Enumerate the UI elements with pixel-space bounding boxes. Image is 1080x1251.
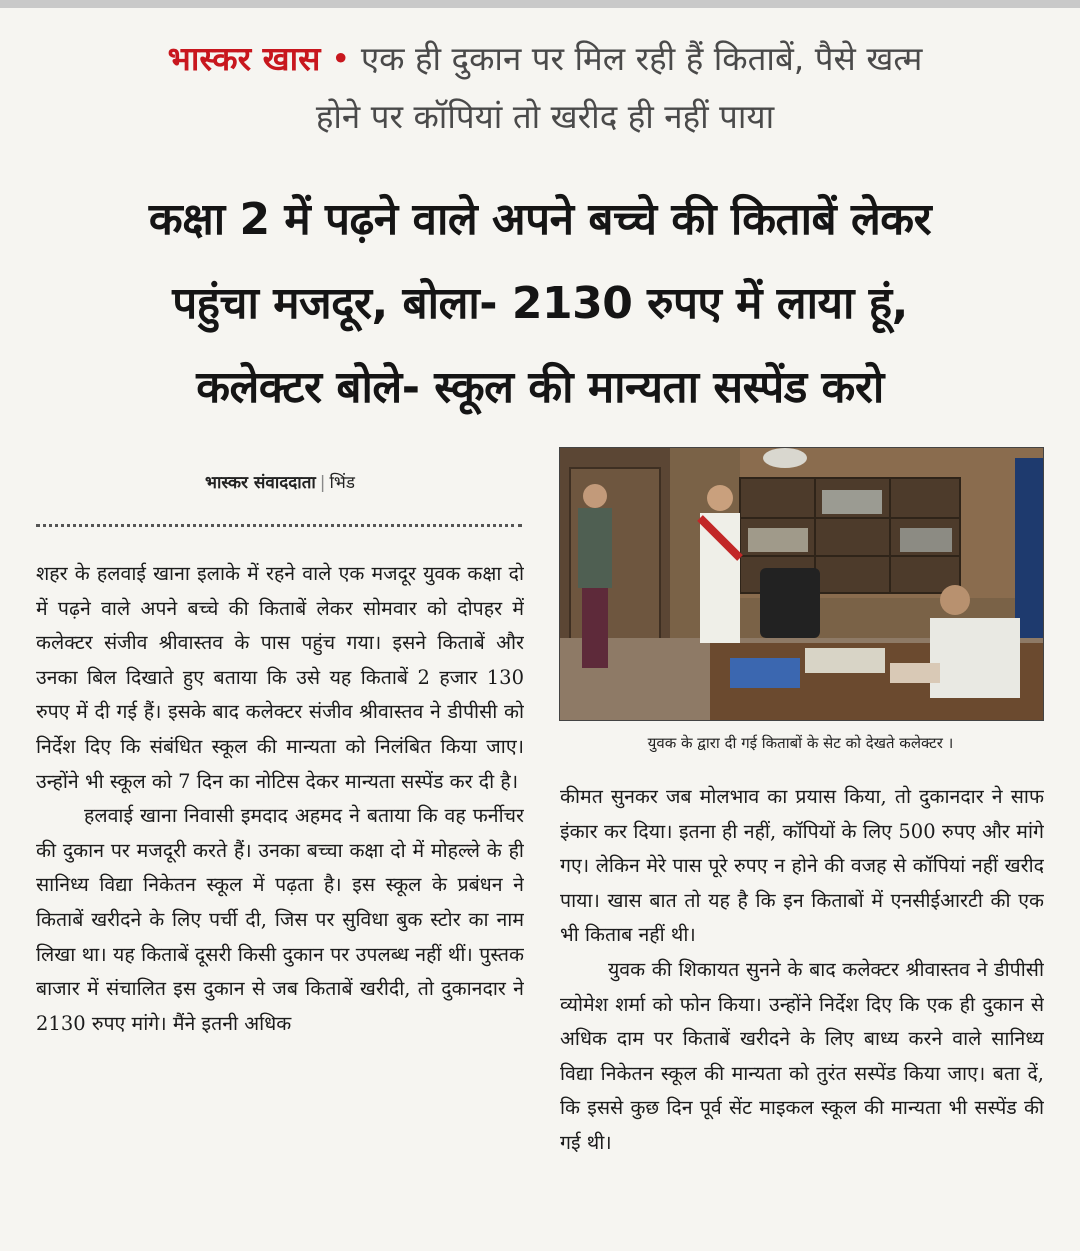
photo-caption: युवक के द्वारा दी गई किताबों के सेट को देखते कलेक्टर ।	[647, 734, 954, 752]
article-paragraph: युवक की शिकायत सुनने के बाद कलेक्टर श्रीवास्तव ने डीपीसी व्योमेश शर्मा को फोन किया। उन्होंने निर्देश दिए कि एक ही दुकान से अधिक दाम पर किताबें खरीदने के लिए बाध्य करने वाले सानिध्य विद्या निकेतन स्कूल की मान्यता को तुरंत सस्पेंड किया जाए। बता दें, कि इससे कुछ दिन पूर्व सेंट माइकल स्कूल की मान्यता भी सस्पेंड की गई थी।	[560, 957, 1044, 1154]
byline	[40, 470, 520, 493]
news-photo	[559, 447, 1044, 721]
headline-line-1: कक्षा 2 में पढ़ने वाले अपने बच्चे की किताबें लेकर	[148, 194, 932, 245]
reporter-name: भास्कर संवाददाता	[205, 473, 316, 493]
office-scene-illustration	[560, 448, 1043, 720]
kicker-text-1: एक ही दुकान पर मिल रही हैं किताबें, पैसे खत्म	[360, 39, 923, 78]
kicker-deck	[30, 30, 1060, 146]
dotted-rule	[36, 524, 522, 527]
headline-line-2: पहुंचा मजदूर, बोला- 2130 रुपए में लाया हूं,	[172, 278, 908, 329]
article-paragraph: कीमत सुनकर जब मोलभाव का प्रयास किया, तो दुकानदार ने साफ इंकार कर दिया। इतना ही नहीं, कॉपियों के लिए 500 रुपए और मांगे गए। लेकिन मेरे पास पूरे रुपए न होने की वजह से कॉपियां नहीं खरीद पाया। खास बात तो यह है कि इन किताबों में एनसीईआरटी की एक भी किताब नहीं थी।	[560, 785, 1044, 947]
section-brand-label: भास्कर खास	[167, 39, 321, 78]
article-paragraph: हलवाई खाना निवासी इमदाद अहमद ने बताया कि वह फर्नीचर की दुकान पर मजदूरी करते हैं। उनका बच्चा कक्षा दो में मोहल्ले के ही सानिध्य विद्या निकेतन स्कूल में पढ़ता है। इस स्कूल के प्रबंधन ने किताबें खरीदने के लिए पर्ची दी, जिस पर सुविधा बुक स्टोर का नाम लिखा था। यह किताबें दूसरी किसी दुकान पर उपलब्ध नहीं थीं। पुस्तक बाजार में संचालित इस दुकान से जब किताबें खरीदी, तो दुकानदार ने 2130 रुपए मांगे। मैंने इतनी अधिक	[36, 804, 524, 1035]
bullet-separator: •	[330, 39, 351, 78]
headline-line-3: कलेक्टर बोले- स्कूल की मान्यता सस्पेंड करो	[196, 362, 884, 413]
kicker-text-2: होने पर कॉपियां तो खरीद ही नहीं पाया	[315, 97, 775, 136]
main-headline	[20, 178, 1060, 430]
byline-divider: |	[319, 473, 326, 493]
article-column-right	[560, 780, 1044, 1251]
top-border	[0, 0, 1080, 8]
article-column-left	[36, 557, 524, 1251]
kicker-line-1	[30, 30, 1060, 88]
article-paragraph: शहर के हलवाई खाना इलाके में रहने वाले एक मजदूर युवक कक्षा दो में पढ़ने वाले अपने बच्चे की किताबें लेकर सोमवार को दोपहर में कलेक्टर संजीव श्रीवास्तव के पास पहुंच गया। इसने किताबें और उनका बिल दिखाते हुए बताया कि उसे यह किताबें 2 हजार 130 रुपए में दी गई हैं। इसके बाद कलेक्टर संजीव श्रीवास्तव ने डीपीसी को निर्देश दिए कि संबंधित स्कूल की मान्यता को निलंबित किया जाए। उन्होंने भी स्कूल को 7 दिन का नोटिस देकर मान्यता सस्पेंड कर दी है।	[36, 562, 524, 793]
dateline-place: भिंड	[329, 473, 355, 493]
